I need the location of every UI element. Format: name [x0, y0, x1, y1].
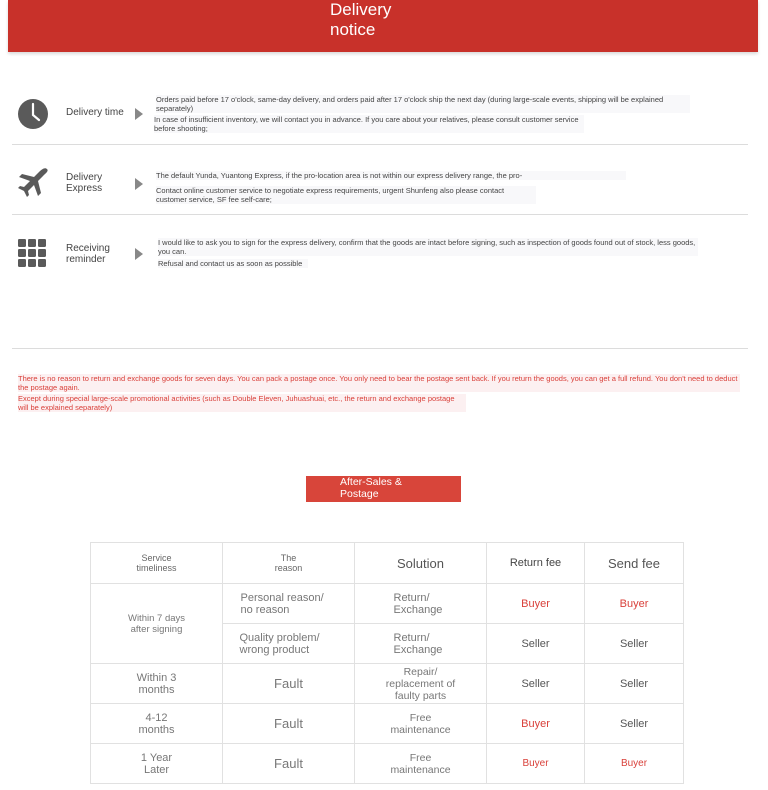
cell-return-fee: Seller	[487, 664, 585, 704]
cell-solution: Repair/ replacement of faulty parts	[355, 664, 487, 704]
header-reason: The reason	[223, 543, 355, 584]
divider	[12, 348, 748, 349]
grid-icon	[17, 238, 49, 270]
cell-timeliness: Within 7 days after signing	[91, 584, 223, 664]
return-note-promotions: Except during special large-scale promotional activities (such as Double Eleven, Juhuashuai, etc., the return and exchange postage will be explained separately)	[18, 394, 466, 412]
notice-text-delivery-express-1: The default Yunda, Yuantong Express, if the pro-location area is not within our express delivery range, the pro-	[156, 171, 626, 180]
after-sales-table	[90, 542, 684, 784]
cell-reason: Fault	[223, 744, 355, 784]
cell-send-fee: Buyer	[585, 584, 684, 624]
delivery-notice-banner	[8, 0, 758, 52]
header-return-fee: Return fee	[487, 543, 585, 584]
cell-solution: Free maintenance	[355, 704, 487, 744]
header-send-fee: Send fee	[585, 543, 684, 584]
table-row	[91, 704, 684, 744]
divider	[12, 144, 748, 145]
notice-text-delivery-time-1: Orders paid before 17 o'clock, same-day delivery, and orders paid after 17 o'clock ship the next day (during large-scale events, shipping will be explained separately)	[156, 95, 690, 113]
table-row	[91, 584, 684, 624]
notice-label-delivery-time: Delivery time	[66, 107, 124, 118]
header-solution: Solution	[355, 543, 487, 584]
notice-text-receiving-reminder-1: I would like to ask you to sign for the express delivery, confirm that the goods are intact before signing, such as inspection of goods found out of stock, less goods, you can.	[158, 238, 698, 256]
cell-return-fee: Seller	[487, 624, 585, 664]
cell-send-fee: Seller	[585, 624, 684, 664]
cell-solution: Return/ Exchange	[355, 584, 487, 624]
cell-send-fee: Buyer	[585, 744, 684, 784]
banner-title: Delivery notice	[330, 0, 392, 39]
cell-return-fee: Buyer	[487, 704, 585, 744]
return-note-seven-days: There is no reason to return and exchange goods for seven days. You can pack a postage once. You only need to bear the postage sent back. If you return the goods, you can get a full refund. You don't need to deduct the postage again.	[18, 374, 740, 392]
cell-timeliness: 4-12 months	[91, 704, 223, 744]
cell-send-fee: Seller	[585, 664, 684, 704]
cell-reason: Personal reason/ no reason	[223, 584, 355, 624]
notice-text-receiving-reminder-2: Refusal and contact us as soon as possible	[158, 259, 308, 268]
arrow-right-icon	[135, 108, 143, 120]
clock-icon	[17, 98, 49, 130]
airplane-icon	[17, 166, 49, 198]
table-header-row	[91, 543, 684, 584]
notice-label-delivery-express: Delivery Express	[66, 172, 103, 194]
cell-return-fee: Buyer	[487, 584, 585, 624]
cell-reason: Fault	[223, 704, 355, 744]
arrow-right-icon	[135, 178, 143, 190]
notice-text-delivery-express-2: Contact online customer service to negotiate express requirements, urgent Shunfeng also please contact customer service, SF fee self-care;	[156, 186, 536, 204]
cell-timeliness: 1 Year Later	[91, 744, 223, 784]
cell-solution: Return/ Exchange	[355, 624, 487, 664]
notice-label-receiving-reminder: Receiving reminder	[66, 243, 110, 265]
cell-timeliness: Within 3 months	[91, 664, 223, 704]
cell-reason: Fault	[223, 664, 355, 704]
divider	[12, 214, 748, 215]
table-row	[91, 664, 684, 704]
cell-send-fee: Seller	[585, 704, 684, 744]
cell-return-fee: Buyer	[487, 744, 585, 784]
table-row	[91, 744, 684, 784]
cell-reason: Quality problem/ wrong product	[223, 624, 355, 664]
after-sales-title: After-Sales & Postage	[306, 476, 461, 502]
header-service-timeliness: Service timeliness	[91, 543, 223, 584]
cell-solution: Free maintenance	[355, 744, 487, 784]
notice-text-delivery-time-2: In case of insufficient inventory, we will contact you in advance. If you care about your relatives, please consult customer service before shooting;	[154, 115, 584, 133]
arrow-right-icon	[135, 248, 143, 260]
